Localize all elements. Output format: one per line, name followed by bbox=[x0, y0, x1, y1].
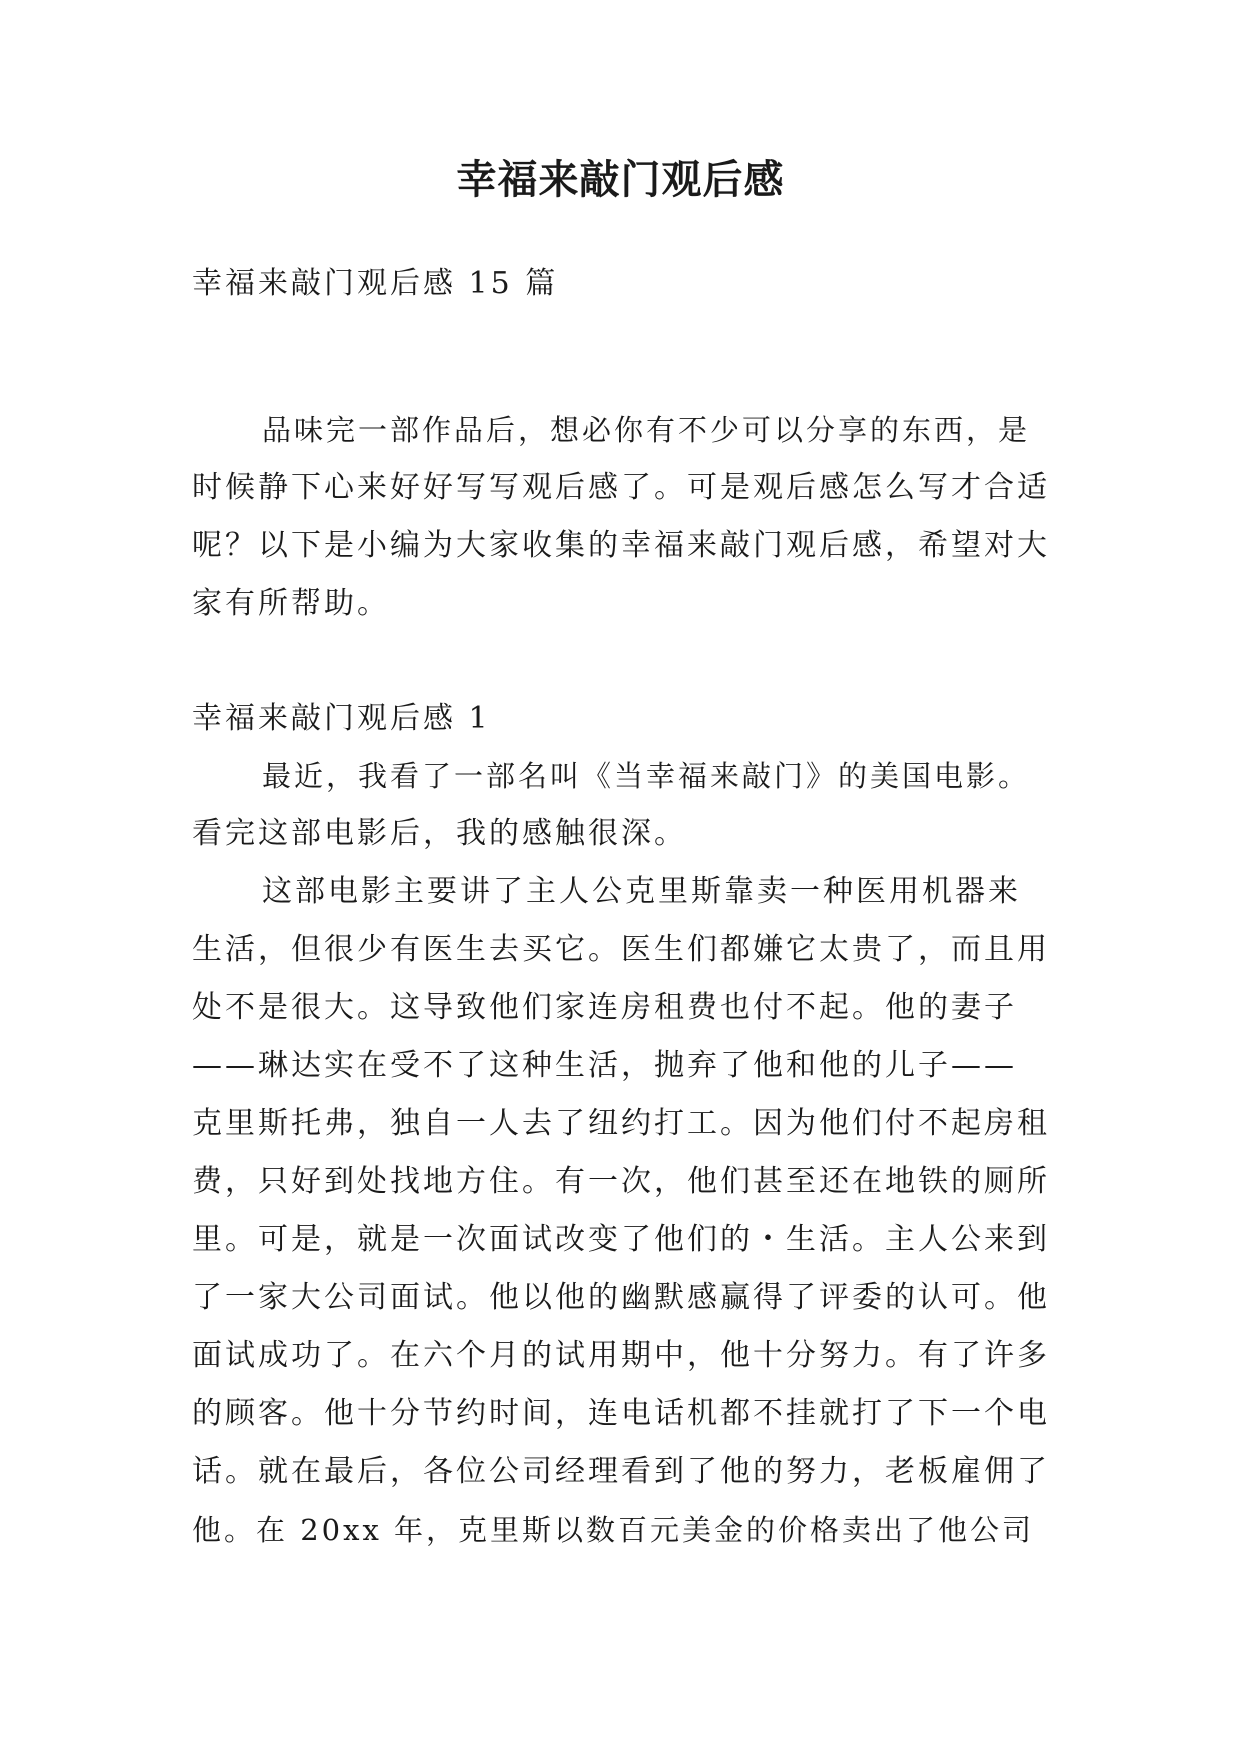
para2-line-6: 费，只好到处找地方住。有一次，他们甚至还在地铁的厕所 bbox=[192, 1164, 1050, 1199]
para2-line-10: 的顾客。他十分节约时间，连电话机都不挂就打了下一个电 bbox=[192, 1396, 1050, 1431]
para2-line-8: 了一家大公司面试。他以他的幽默感赢得了评委的认可。他 bbox=[192, 1280, 1050, 1315]
para2-line-5: 克里斯托弗，独自一人去了纽约打工。因为他们付不起房租 bbox=[192, 1106, 1050, 1141]
para2-line-9: 面试成功了。在六个月的试用期中，他十分努力。有了许多 bbox=[192, 1338, 1050, 1373]
intro-line-2: 时候静下心来好好写写观后感了。可是观后感怎么写才合适 bbox=[192, 470, 1050, 505]
section-heading: 幸福来敲门观后感 1 bbox=[192, 701, 491, 736]
para1-line-2: 看完这部电影后，我的感触很深。 bbox=[192, 816, 687, 851]
document-subtitle: 幸福来敲门观后感 15 篇 bbox=[192, 266, 559, 301]
para2-line-4: ——琳达实在受不了这种生活，抛弃了他和他的儿子—— bbox=[192, 1048, 1017, 1083]
para1-line-1: 最近，我看了一部名叫《当幸福来敲门》的美国电影。 bbox=[262, 759, 1031, 793]
para2-line-12: 他。在 20xx 年，克里斯以数百元美金的价格卖出了他公司 bbox=[192, 1513, 1035, 1547]
para2-line-3: 处不是很大。这导致他们家连房租费也付不起。他的妻子 bbox=[192, 990, 1017, 1025]
intro-line-4: 家有所帮助。 bbox=[192, 586, 390, 621]
para2-line-1: 这部电影主要讲了主人公克里斯靠卖一种医用机器来 bbox=[262, 874, 1021, 909]
document-title: 幸福来敲门观后感 bbox=[456, 156, 785, 203]
para2-line-11: 话。就在最后，各位公司经理看到了他的努力，老板雇佣了 bbox=[192, 1454, 1050, 1489]
para2-line-2: 生活，但很少有医生去买它。医生们都嫌它太贵了，而且用 bbox=[192, 932, 1050, 967]
intro-line-3: 呢？以下是小编为大家收集的幸福来敲门观后感，希望对大 bbox=[192, 528, 1050, 563]
para2-line-7: 里。可是，就是一次面试改变了他们的・生活。主人公来到 bbox=[192, 1222, 1050, 1257]
intro-line-1: 品味完一部作品后，想必你有不少可以分享的东西，是 bbox=[262, 413, 1031, 447]
